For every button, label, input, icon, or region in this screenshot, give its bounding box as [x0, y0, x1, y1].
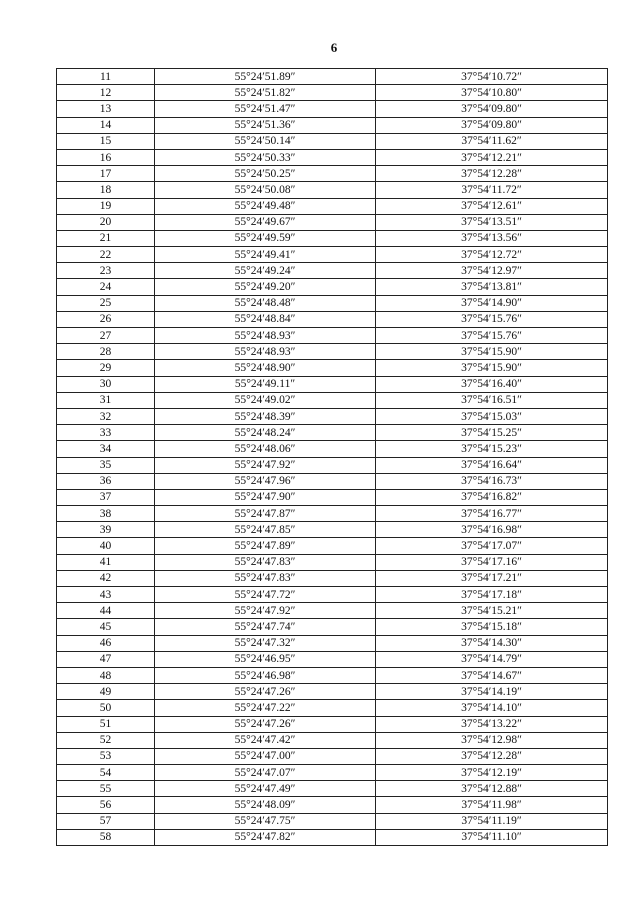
point-number-cell: 21: [57, 230, 155, 246]
longitude-cell: 37°54′12.19″: [376, 765, 608, 781]
point-number-cell: 31: [57, 392, 155, 408]
latitude-cell: 55°24′48.06″: [155, 441, 376, 457]
latitude-cell: 55°24′49.20″: [155, 279, 376, 295]
point-number-cell: 37: [57, 489, 155, 505]
point-number-cell: 22: [57, 247, 155, 263]
point-number-cell: 51: [57, 716, 155, 732]
table-row: [57, 376, 608, 392]
coordinates-table-body: [57, 69, 608, 846]
point-number-cell: 40: [57, 538, 155, 554]
point-number-cell: 29: [57, 360, 155, 376]
point-number-cell: 43: [57, 587, 155, 603]
longitude-cell: 37°54′14.67″: [376, 667, 608, 683]
latitude-cell: 55°24′47.75″: [155, 813, 376, 829]
point-number-cell: 55: [57, 781, 155, 797]
longitude-cell: 37°54′09.80″: [376, 117, 608, 133]
latitude-cell: 55°24′47.00″: [155, 748, 376, 764]
latitude-cell: 55°24′48.93″: [155, 328, 376, 344]
point-number-cell: 25: [57, 295, 155, 311]
latitude-cell: 55°24′47.87″: [155, 506, 376, 522]
table-row: [57, 441, 608, 457]
longitude-cell: 37°54′12.21″: [376, 149, 608, 165]
longitude-cell: 37°54′15.90″: [376, 360, 608, 376]
point-number-cell: 32: [57, 408, 155, 424]
latitude-cell: 55°24′48.39″: [155, 408, 376, 424]
longitude-cell: 37°54′15.76″: [376, 328, 608, 344]
latitude-cell: 55°24′47.49″: [155, 781, 376, 797]
latitude-cell: 55°24′47.92″: [155, 603, 376, 619]
latitude-cell: 55°24′51.47″: [155, 101, 376, 117]
latitude-cell: 55°24′48.84″: [155, 311, 376, 327]
point-number-cell: 49: [57, 684, 155, 700]
point-number-cell: 23: [57, 263, 155, 279]
table-row: [57, 295, 608, 311]
latitude-cell: 55°24′47.92″: [155, 457, 376, 473]
longitude-cell: 37°54′12.28″: [376, 748, 608, 764]
table-row: [57, 587, 608, 603]
latitude-cell: 55°24′51.36″: [155, 117, 376, 133]
longitude-cell: 37°54′10.72″: [376, 69, 608, 85]
latitude-cell: 55°24′51.89″: [155, 69, 376, 85]
latitude-cell: 55°24′49.59″: [155, 230, 376, 246]
longitude-cell: 37°54′15.21″: [376, 603, 608, 619]
latitude-cell: 55°24′50.08″: [155, 182, 376, 198]
longitude-cell: 37°54′13.81″: [376, 279, 608, 295]
latitude-cell: 55°24′51.82″: [155, 85, 376, 101]
longitude-cell: 37°54′15.23″: [376, 441, 608, 457]
point-number-cell: 11: [57, 69, 155, 85]
table-row: [57, 230, 608, 246]
point-number-cell: 41: [57, 554, 155, 570]
latitude-cell: 55°24′49.41″: [155, 247, 376, 263]
table-row: [57, 263, 608, 279]
table-row: [57, 716, 608, 732]
longitude-cell: 37°54′12.28″: [376, 166, 608, 182]
latitude-cell: 55°24′49.67″: [155, 214, 376, 230]
point-number-cell: 38: [57, 506, 155, 522]
point-number-cell: 46: [57, 635, 155, 651]
longitude-cell: 37°54′16.51″: [376, 392, 608, 408]
table-row: [57, 489, 608, 505]
latitude-cell: 55°24′47.85″: [155, 522, 376, 538]
table-row: [57, 554, 608, 570]
longitude-cell: 37°54′13.51″: [376, 214, 608, 230]
point-number-cell: 52: [57, 732, 155, 748]
point-number-cell: 57: [57, 813, 155, 829]
latitude-cell: 55°24′47.83″: [155, 570, 376, 586]
point-number-cell: 26: [57, 311, 155, 327]
table-row: [57, 651, 608, 667]
longitude-cell: 37°54′12.72″: [376, 247, 608, 263]
point-number-cell: 18: [57, 182, 155, 198]
longitude-cell: 37°54′12.88″: [376, 781, 608, 797]
table-row: [57, 279, 608, 295]
latitude-cell: 55°24′49.24″: [155, 263, 376, 279]
longitude-cell: 37°54′17.21″: [376, 570, 608, 586]
point-number-cell: 42: [57, 570, 155, 586]
longitude-cell: 37°54′15.18″: [376, 619, 608, 635]
latitude-cell: 55°24′48.90″: [155, 360, 376, 376]
table-row: [57, 425, 608, 441]
point-number-cell: 58: [57, 829, 155, 845]
longitude-cell: 37°54′12.61″: [376, 198, 608, 214]
table-row: [57, 133, 608, 149]
point-number-cell: 13: [57, 101, 155, 117]
longitude-cell: 37°54′11.10″: [376, 829, 608, 845]
longitude-cell: 37°54′16.64″: [376, 457, 608, 473]
point-number-cell: 15: [57, 133, 155, 149]
table-row: [57, 700, 608, 716]
table-row: [57, 603, 608, 619]
longitude-cell: 37°54′13.56″: [376, 230, 608, 246]
point-number-cell: 14: [57, 117, 155, 133]
latitude-cell: 55°24′47.90″: [155, 489, 376, 505]
latitude-cell: 55°24′49.48″: [155, 198, 376, 214]
longitude-cell: 37°54′17.18″: [376, 587, 608, 603]
latitude-cell: 55°24′47.07″: [155, 765, 376, 781]
point-number-cell: 20: [57, 214, 155, 230]
table-row: [57, 392, 608, 408]
table-row: [57, 247, 608, 263]
table-row: [57, 311, 608, 327]
longitude-cell: 37°54′17.07″: [376, 538, 608, 554]
longitude-cell: 37°54′16.82″: [376, 489, 608, 505]
table-row: [57, 538, 608, 554]
longitude-cell: 37°54′14.30″: [376, 635, 608, 651]
latitude-cell: 55°24′48.24″: [155, 425, 376, 441]
longitude-cell: 37°54′14.19″: [376, 684, 608, 700]
point-number-cell: 27: [57, 328, 155, 344]
longitude-cell: 37°54′11.72″: [376, 182, 608, 198]
table-row: [57, 765, 608, 781]
longitude-cell: 37°54′14.90″: [376, 295, 608, 311]
latitude-cell: 55°24′48.93″: [155, 344, 376, 360]
point-number-cell: 36: [57, 473, 155, 489]
latitude-cell: 55°24′46.98″: [155, 667, 376, 683]
point-number-cell: 47: [57, 651, 155, 667]
latitude-cell: 55°24′47.42″: [155, 732, 376, 748]
table-row: [57, 85, 608, 101]
table-row: [57, 570, 608, 586]
longitude-cell: 37°54′14.79″: [376, 651, 608, 667]
page-number: 6: [330, 40, 338, 55]
latitude-cell: 55°24′47.83″: [155, 554, 376, 570]
table-row: [57, 328, 608, 344]
point-number-cell: 50: [57, 700, 155, 716]
table-row: [57, 732, 608, 748]
point-number-cell: 48: [57, 667, 155, 683]
point-number-cell: 30: [57, 376, 155, 392]
point-number-cell: 44: [57, 603, 155, 619]
table-row: [57, 781, 608, 797]
point-number-cell: 34: [57, 441, 155, 457]
latitude-cell: 55°24′49.11″: [155, 376, 376, 392]
table-row: [57, 149, 608, 165]
latitude-cell: 55°24′47.22″: [155, 700, 376, 716]
longitude-cell: 37°54′15.76″: [376, 311, 608, 327]
latitude-cell: 55°24′47.26″: [155, 716, 376, 732]
table-row: [57, 813, 608, 829]
longitude-cell: 37°54′14.10″: [376, 700, 608, 716]
point-number-cell: 53: [57, 748, 155, 764]
table-row: [57, 619, 608, 635]
point-number-cell: 54: [57, 765, 155, 781]
latitude-cell: 55°24′47.89″: [155, 538, 376, 554]
table-row: [57, 101, 608, 117]
longitude-cell: 37°54′16.40″: [376, 376, 608, 392]
table-row: [57, 408, 608, 424]
longitude-cell: 37°54′11.62″: [376, 133, 608, 149]
longitude-cell: 37°54′16.73″: [376, 473, 608, 489]
point-number-cell: 35: [57, 457, 155, 473]
table-row: [57, 117, 608, 133]
longitude-cell: 37°54′17.16″: [376, 554, 608, 570]
point-number-cell: 12: [57, 85, 155, 101]
table-row: [57, 473, 608, 489]
table-row: [57, 667, 608, 683]
table-row: [57, 69, 608, 85]
longitude-cell: 37°54′16.98″: [376, 522, 608, 538]
latitude-cell: 55°24′50.25″: [155, 166, 376, 182]
latitude-cell: 55°24′47.74″: [155, 619, 376, 635]
latitude-cell: 55°24′47.82″: [155, 829, 376, 845]
table-row: [57, 182, 608, 198]
table-row: [57, 635, 608, 651]
table-row: [57, 344, 608, 360]
table-row: [57, 797, 608, 813]
table-row: [57, 360, 608, 376]
table-row: [57, 166, 608, 182]
longitude-cell: 37°54′11.19″: [376, 813, 608, 829]
table-row: [57, 522, 608, 538]
longitude-cell: 37°54′11.98″: [376, 797, 608, 813]
latitude-cell: 55°24′49.02″: [155, 392, 376, 408]
longitude-cell: 37°54′10.80″: [376, 85, 608, 101]
table-row: [57, 506, 608, 522]
longitude-cell: 37°54′15.25″: [376, 425, 608, 441]
latitude-cell: 55°24′47.72″: [155, 587, 376, 603]
table-row: [57, 198, 608, 214]
point-number-cell: 16: [57, 149, 155, 165]
table-row: [57, 748, 608, 764]
latitude-cell: 55°24′50.14″: [155, 133, 376, 149]
latitude-cell: 55°24′47.26″: [155, 684, 376, 700]
table-row: [57, 684, 608, 700]
longitude-cell: 37°54′09.80″: [376, 101, 608, 117]
latitude-cell: 55°24′46.95″: [155, 651, 376, 667]
longitude-cell: 37°54′13.22″: [376, 716, 608, 732]
longitude-cell: 37°54′15.90″: [376, 344, 608, 360]
latitude-cell: 55°24′47.32″: [155, 635, 376, 651]
table-row: [57, 457, 608, 473]
longitude-cell: 37°54′12.98″: [376, 732, 608, 748]
point-number-cell: 24: [57, 279, 155, 295]
longitude-cell: 37°54′12.97″: [376, 263, 608, 279]
longitude-cell: 37°54′15.03″: [376, 408, 608, 424]
point-number-cell: 39: [57, 522, 155, 538]
table-row: [57, 829, 608, 845]
point-number-cell: 33: [57, 425, 155, 441]
point-number-cell: 19: [57, 198, 155, 214]
latitude-cell: 55°24′48.09″: [155, 797, 376, 813]
point-number-cell: 17: [57, 166, 155, 182]
point-number-cell: 56: [57, 797, 155, 813]
latitude-cell: 55°24′48.48″: [155, 295, 376, 311]
longitude-cell: 37°54′16.77″: [376, 506, 608, 522]
latitude-cell: 55°24′47.96″: [155, 473, 376, 489]
table-row: [57, 214, 608, 230]
point-number-cell: 45: [57, 619, 155, 635]
latitude-cell: 55°24′50.33″: [155, 149, 376, 165]
coordinates-table: [56, 68, 608, 846]
point-number-cell: 28: [57, 344, 155, 360]
